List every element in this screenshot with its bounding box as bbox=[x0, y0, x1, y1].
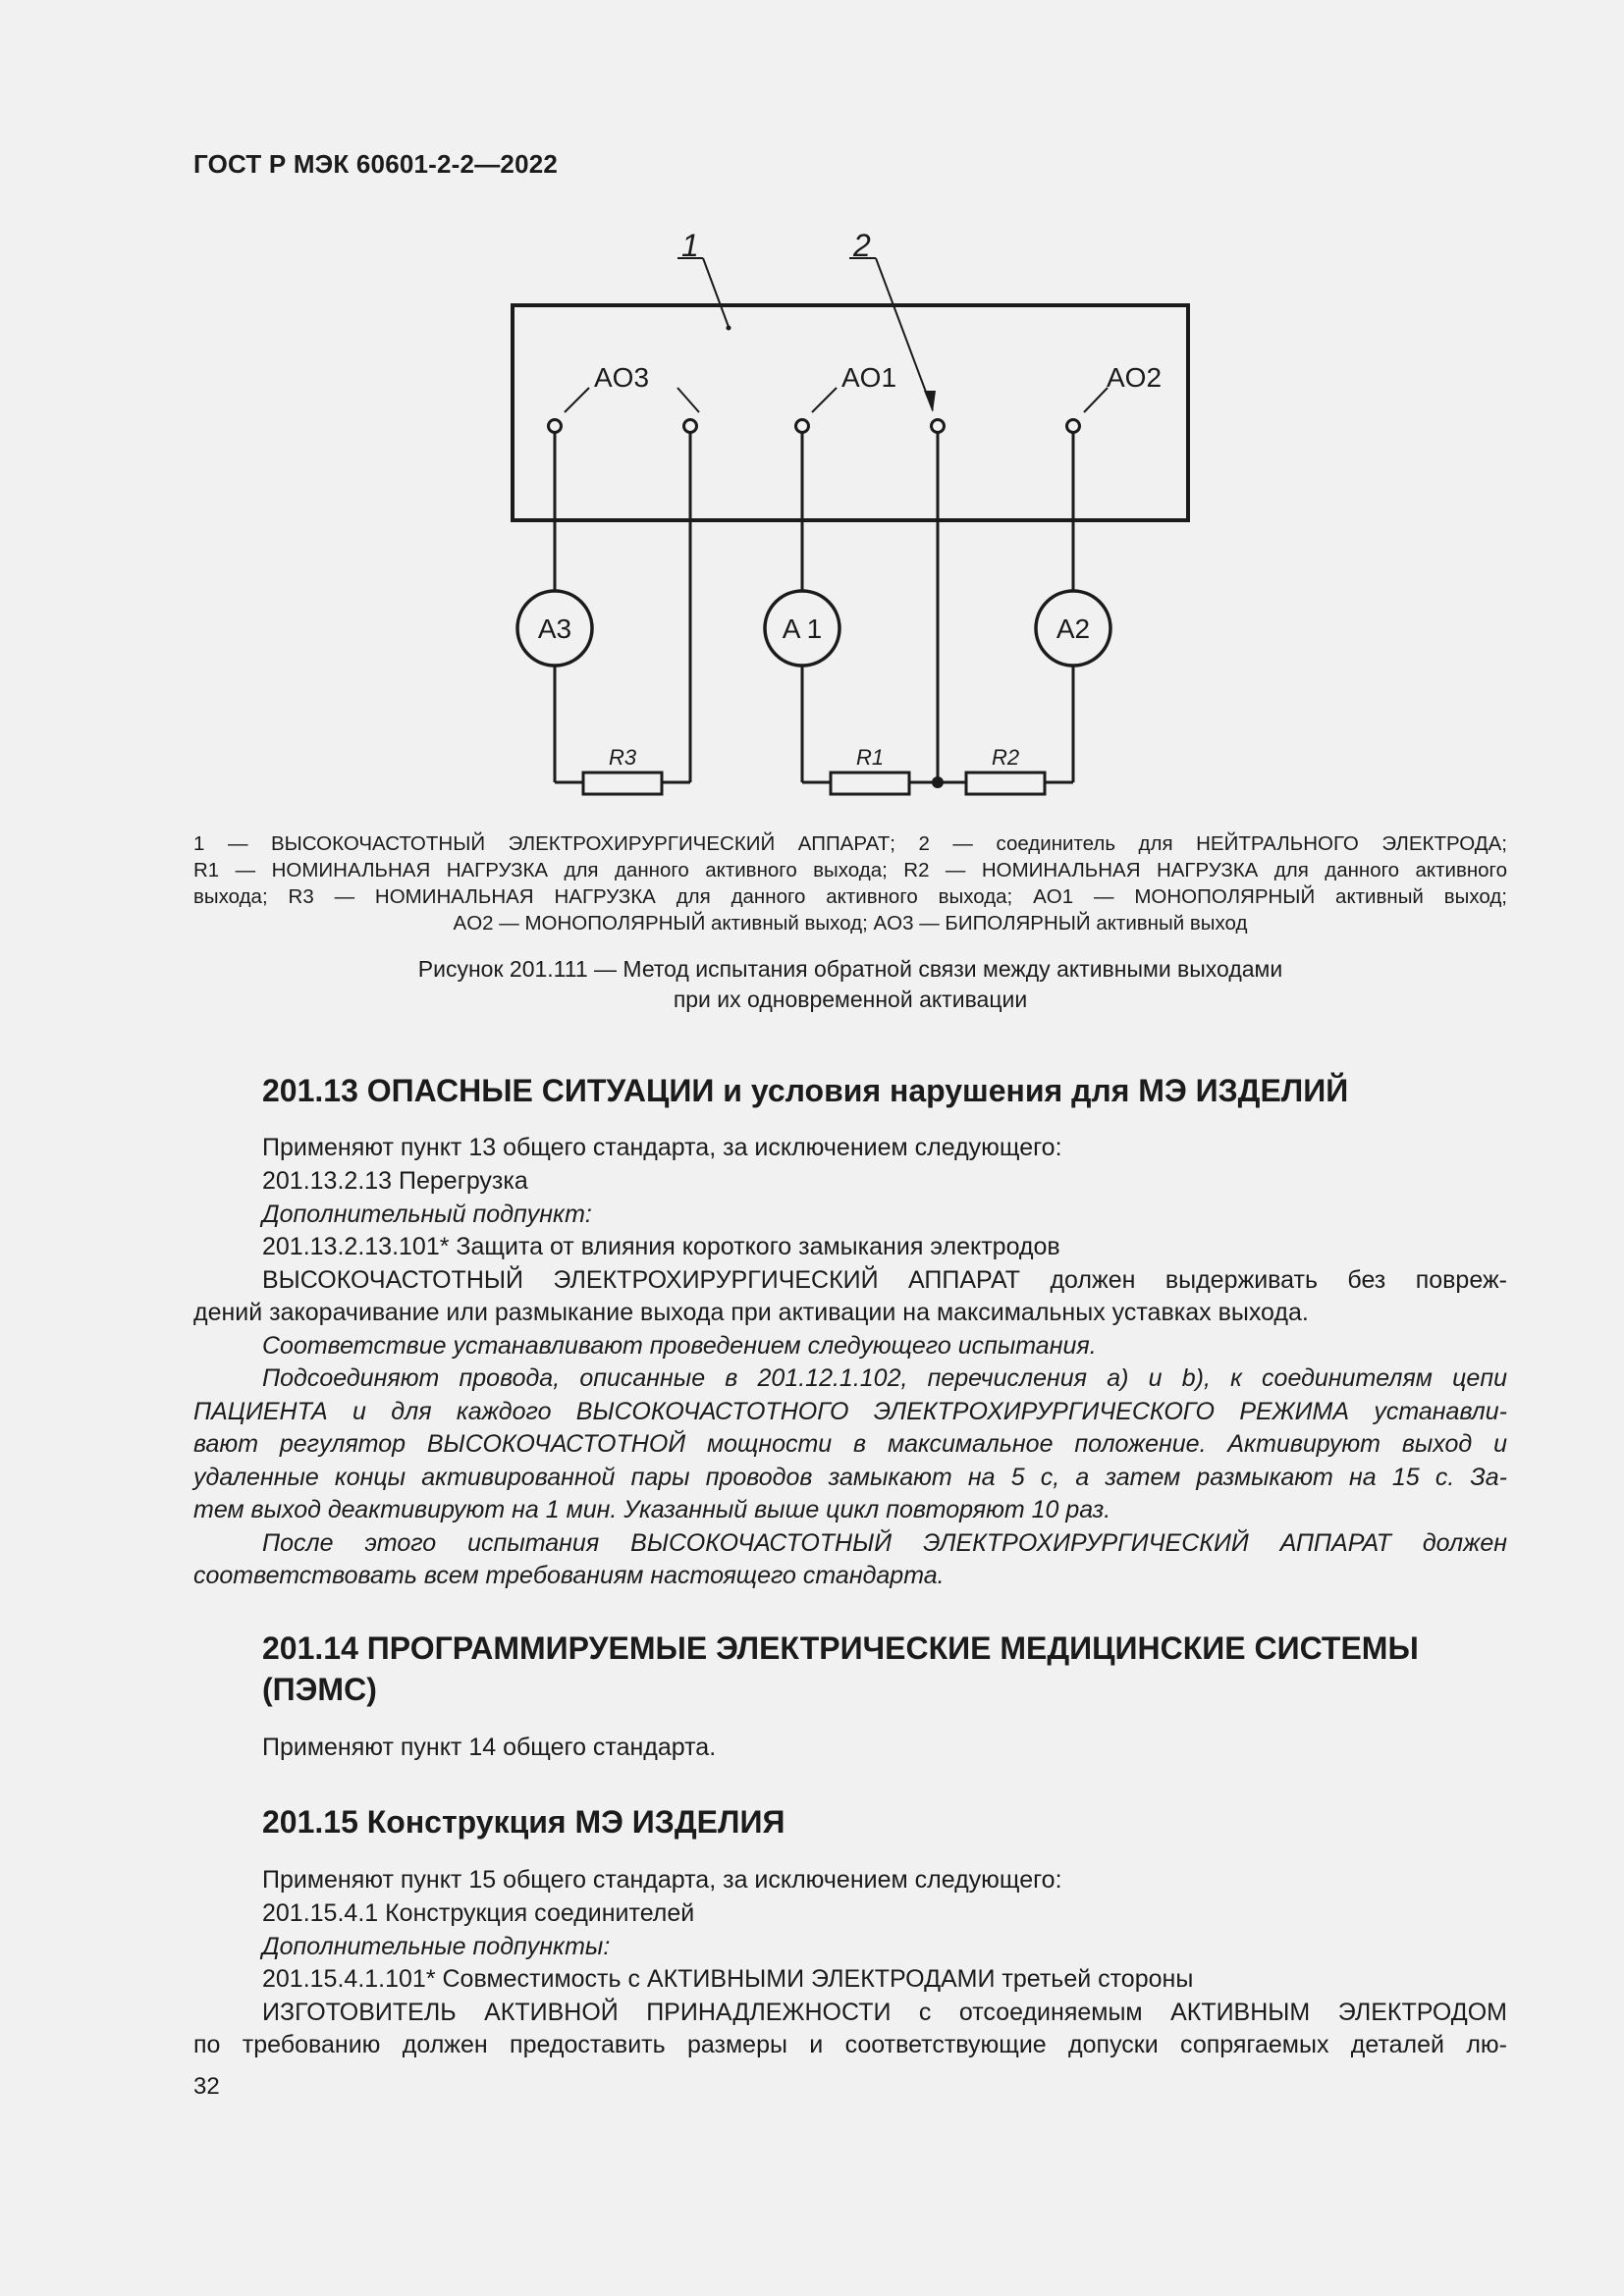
heading-201-14 bbox=[262, 1628, 1519, 1710]
callout1-leader bbox=[703, 258, 729, 327]
s13-p4: 201.13.2.13.101* Защита от влияния короткого замыкания электродов bbox=[262, 1233, 1060, 1260]
s13-p5-line2: дений закорачивание или размыкание выхода при активации на максимальных уставках выхода. bbox=[193, 1299, 1309, 1326]
legend-line-2: R1 — НОМИНАЛЬНАЯ НАГРУЗКА для данного активного выхода; R2 — НОМИНАЛЬНАЯ НАГРУЗКА для данного активного bbox=[193, 859, 1507, 881]
caption-line-2: при их одновременной активации bbox=[673, 987, 1028, 1012]
s13-p7-line3: вают регулятор ВЫСОКОЧАСТОТНОЙ мощности в максимальное положение. Активируют выход и bbox=[193, 1430, 1507, 1458]
label-a3: A3 bbox=[537, 614, 572, 644]
ao3-tick-left bbox=[565, 388, 589, 412]
s15-p4: 201.15.4.1.101* Совместимость с АКТИВНЫМИ ЭЛЕКТРОДАМИ третьей стороны bbox=[262, 1965, 1194, 1993]
label-a1: A 1 bbox=[782, 614, 823, 644]
legend-line-3: выхода; R3 — НОМИНАЛЬНАЯ НАГРУЗКА для данного активного выхода; AO1 — МОНОПОЛЯРНЫЙ активный выход; bbox=[193, 885, 1507, 908]
s15-p5-line1: ИЗГОТОВИТЕЛЬ АКТИВНОЙ ПРИНАДЛЕЖНОСТИ с отсоединяемым АКТИВНЫМ ЭЛЕКТРОДОМ bbox=[262, 1999, 1507, 2026]
resistor-r2 bbox=[966, 773, 1045, 794]
s14-p1: Применяют пункт 14 общего стандарта. bbox=[262, 1734, 717, 1761]
ao2-tick bbox=[1084, 388, 1108, 412]
label-r3: R3 bbox=[608, 745, 637, 770]
label-ao2: AO2 bbox=[1107, 362, 1163, 393]
legend-line-4: AO2 — МОНОПОЛЯРНЫЙ активный выход; AO3 — БИПОЛЯРНЫЙ активный выход bbox=[453, 912, 1248, 934]
figure-legend bbox=[193, 830, 1507, 910]
s13-p5-line1: ВЫСОКОЧАСТОТНЫЙ ЭЛЕКТРОХИРУРГИЧЕСКИЙ АППАРАТ должен выдерживать без повреж- bbox=[262, 1266, 1507, 1294]
label-r1: R1 bbox=[855, 745, 885, 770]
s15-p2: 201.15.4.1 Конструкция соединителей bbox=[262, 1899, 695, 1927]
s13-p8-line2: соответствовать всем требованиям настоящего стандарта. bbox=[193, 1562, 945, 1589]
page-number: 32 bbox=[193, 2073, 220, 2100]
s15-p5-line2: по требованию должен предоставить размеры и соответствующие допуски сопрягаемых деталей лю- bbox=[193, 2031, 1507, 2058]
s13-p6: Соответствие устанавливают проведением следующего испытания. bbox=[262, 1332, 1097, 1360]
ao3-tick-right bbox=[677, 388, 699, 412]
callout1-dot bbox=[727, 326, 731, 331]
terminal-ao3-right bbox=[684, 420, 697, 433]
resistor-r1 bbox=[831, 773, 909, 794]
callout2-arrowhead bbox=[924, 391, 936, 412]
apparatus-box bbox=[513, 305, 1188, 520]
s13-p7-line2: ПАЦИЕНТА и для каждого ВЫСОКОЧАСТОТНОГО ЭЛЕКТРОХИРУРГИЧЕСКОГО РЕЖИМА устанавли- bbox=[193, 1398, 1507, 1425]
s13-p1: Применяют пункт 13 общего стандарта, за исключением следующего: bbox=[262, 1134, 1062, 1161]
heading-201-15: 201.15 Конструкция МЭ ИЗДЕЛИЯ bbox=[262, 1804, 785, 1840]
label-ao3: AO3 bbox=[594, 362, 650, 393]
terminal-ao1 bbox=[796, 420, 809, 433]
s13-p3: Дополнительный подпункт: bbox=[262, 1201, 592, 1228]
s13-p7-line4: удаленные концы активированной пары проводов замыкают на 5 с, а затем размыкают на 15 с. За- bbox=[193, 1464, 1507, 1491]
s13-p7-line1: Подсоединяют провода, описанные в 201.12.1.102, перечисления a) и b), к соединителям цепи bbox=[262, 1364, 1507, 1392]
terminal-neutral bbox=[932, 420, 945, 433]
s13-p8-line1: После этого испытания ВЫСОКОЧАСТОТНЫЙ ЭЛЕКТРОХИРУРГИЧЕСКИЙ АППАРАТ должен bbox=[262, 1529, 1507, 1557]
callout-2-label: 2 bbox=[853, 228, 871, 263]
ao1-tick bbox=[812, 388, 837, 412]
heading-201-13: 201.13 ОПАСНЫЕ СИТУАЦИИ и условия нарушения для МЭ ИЗДЕЛИЙ bbox=[262, 1073, 1349, 1108]
junction-dot bbox=[932, 776, 944, 788]
label-r2: R2 bbox=[991, 745, 1020, 770]
legend-line-1: 1 — ВЫСОКОЧАСТОТНЫЙ ЭЛЕКТРОХИРУРГИЧЕСКИЙ АППАРАТ; 2 — соединитель для НЕЙТРАЛЬНОГО ЭЛЕКТРОДА; bbox=[193, 832, 1507, 855]
label-a2: A2 bbox=[1056, 614, 1091, 644]
figure-caption bbox=[193, 954, 1507, 1015]
heading-201-14-line1: 201.14 ПРОГРАММИРУЕМЫЕ ЭЛЕКТРИЧЕСКИЕ МЕДИЦИНСКИЕ СИСТЕМЫ bbox=[262, 1630, 1419, 1666]
caption-line-1: Рисунок 201.111 — Метод испытания обратной связи между активными выходами bbox=[417, 956, 1283, 982]
callout-1-label: 1 bbox=[681, 228, 699, 263]
s15-p1: Применяют пункт 15 общего стандарта, за исключением следующего: bbox=[262, 1866, 1062, 1894]
label-ao1: AO1 bbox=[841, 362, 897, 393]
heading-201-14-line2: (ПЭМС) bbox=[262, 1672, 377, 1707]
terminal-ao3-left bbox=[549, 420, 562, 433]
document-header: ГОСТ Р МЭК 60601-2-2—2022 bbox=[193, 149, 559, 179]
terminal-ao2 bbox=[1067, 420, 1080, 433]
s13-p2: 201.13.2.13 Перегрузка bbox=[262, 1167, 528, 1195]
s13-p7-line5: тем выход деактивируют на 1 мин. Указанный выше цикл повторяют 10 раз. bbox=[193, 1496, 1111, 1523]
resistor-r3 bbox=[583, 773, 662, 794]
s15-p3: Дополнительные подпункты: bbox=[262, 1933, 611, 1960]
